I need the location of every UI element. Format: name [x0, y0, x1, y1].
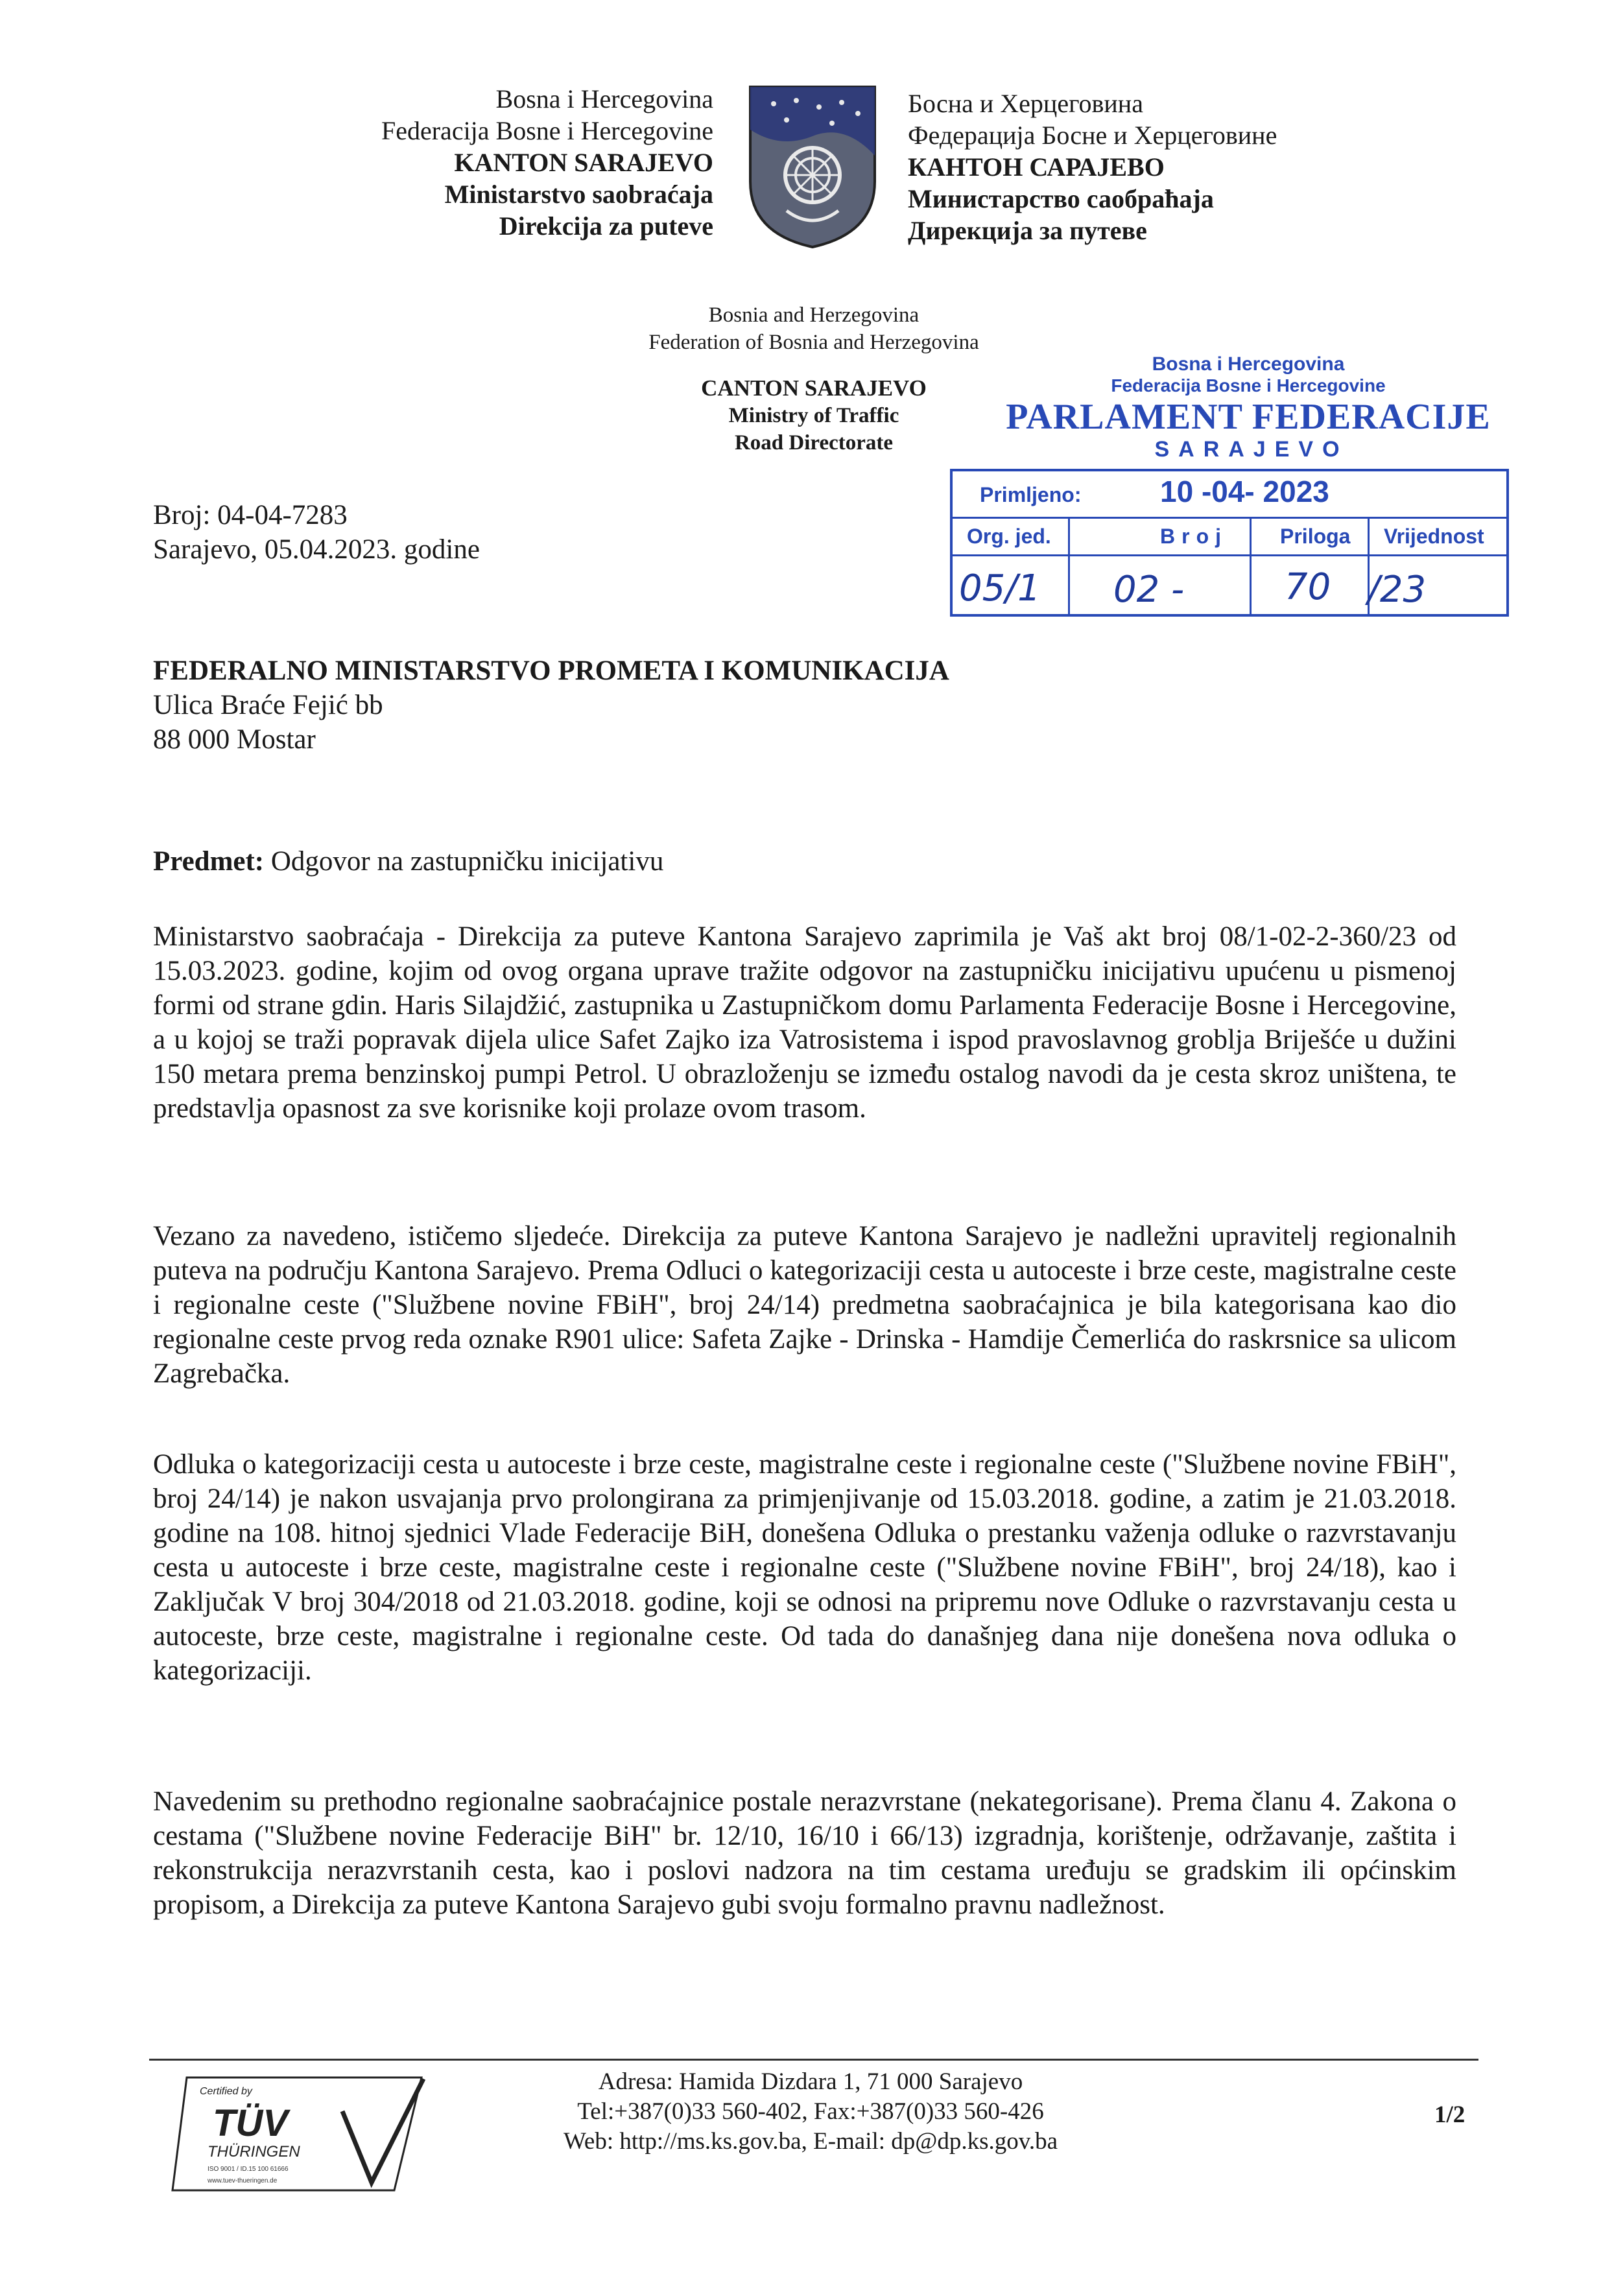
paragraph: Navedenim su prethodno regionalne saobraćajnice postale nerazvrstane (nekategorisane). Prema članu 4. Zakona o cestama ("Službene novine Federacije BiH" br. 12/10, 16/10 i 66/13) izgradnja, korištenje, održavanje, zaštita i rekonstrukcija nerazvrstanih cesta, kao i poslovi nadzora na tim cestama uređuju se gradskim ili općinskim propisom, a Direkcija za puteve Kantona Sarajevo gubi svoju formalno pravnu nadležnost. [153, 1786, 1456, 1920]
letterhead-ministry-en: Ministry of Traffic [728, 404, 899, 427]
recipient-name: FEDERALNO MINISTARSTVO PROMETA I KOMUNIKACIJA [153, 656, 949, 686]
stamp-divider [1250, 517, 1252, 617]
subject-label: Predmet: [153, 846, 265, 877]
letterhead-country-en: Bosnia and Herzegovina [708, 303, 920, 327]
letterhead-country: Bosna i Hercegovina [495, 84, 713, 113]
stamp-country: Bosna i Hercegovina [1152, 353, 1345, 375]
letterhead-canton: KANTON SARAJEVO [454, 148, 713, 177]
stamp-hand-vrijednost: /23 [1368, 569, 1427, 611]
coat-of-arms-icon [748, 84, 877, 250]
stamp-parliament: PARLAMENT FEDERACIJE [1006, 397, 1491, 437]
stamp-federation: Federacija Bosne i Hercegovine [1111, 375, 1386, 396]
tuv-certification-logo [167, 2072, 427, 2195]
stamp-box [950, 469, 1509, 617]
letterhead-directorate: Direkcija za puteve [499, 211, 713, 241]
footer-phone: Tel:+387(0)33 560-402, Fax:+387(0)33 560-426 [577, 2098, 1044, 2125]
paragraph: Ministarstvo saobraćaja - Direkcija za puteve Kantona Sarajevo zaprimila je Vaš akt broj 08/1-02-2-360/23 od 15.03.2023. godine, kojim od ovog organa uprave tražite odgovor na zastupničku inicijativu upućenu u pismenoj formi od strane gdin. Haris Silajdžić, zastupnika u Zastupničkom domu Parlamenta Federacije Bosne i Hercegovine, a u kojoj se traži popravak dijela ulice Safet Zajko iza Vatrosistema i ispod pravoslavnog groblja Briješće u dužini 150 metara prema benzinskoj pumpi Petrol. U obrazloženju se između ostalog navodi da je cesta skroz uništena, te predstavlja opasnost za sve korisnike koji prolaze ovom trasom. [153, 921, 1456, 1124]
letterhead-country-cyr: Босна и Херцеговина [908, 89, 1143, 118]
letterhead-ministry: Ministarstvo saobraćaja [444, 180, 713, 209]
letterhead-federation-en: Federation of Bosnia and Herzegovina [648, 331, 979, 354]
stamp-city: SARAJEVO [1154, 437, 1349, 462]
letterhead-federation: Federacija Bosne i Hercegovine [381, 116, 713, 145]
reference-block [153, 498, 480, 567]
tuv-region: THÜRINGEN [208, 2143, 300, 2160]
letterhead-directorate-en: Road Directorate [734, 431, 894, 455]
stamp-divider [1068, 517, 1070, 617]
tuv-certified-by: Certified by [200, 2086, 252, 2097]
footer-divider [149, 2059, 1478, 2061]
paragraph: Vezano za navedeno, ističemo sljedeće. Direkcija za puteve Kantona Sarajevo je nadležni upravitelj regionalnih puteva na području Kantona Sarajevo. Prema Odluci o kategorizaciji cesta u autoceste i brze ceste, magistralne ceste i regionalne ceste ("Službene novine FBiH", broj 24/14) predmetna saobraćajnica je bila kategorisana kao dio regionalne ceste prvog reda oznake R901 ulice: Safeta Zajke - Drinska - Hamdije Čemerlića do raskrsnice sa ulicom Zagrebačka. [153, 1221, 1456, 1389]
subject-text: Odgovor na zastupničku inicijativu [270, 846, 664, 877]
letterhead-left [246, 83, 713, 242]
stamp-row-headers [953, 517, 1506, 556]
tuv-site: www.tuev-thueringen.de [208, 2177, 278, 2184]
letterhead-canton-cyr: КАНТОН САРАЈЕВО [908, 152, 1165, 182]
tuv-brand: TÜV [213, 2102, 288, 2144]
reference-number: Broj: 04-04-7283 [153, 500, 348, 530]
stamp-received-date: 10 -04- 2023 [1160, 475, 1329, 508]
paragraph: Odluka o kategorizaciji cesta u autoceste i brze ceste, magistralne ceste i regionalne ceste ("Službene novine FBiH", broj 24/14) je nakon usvajanja prvo prolongirana za primjenjivanje od 15.03.2018. godine, a zatim je 21.03.2018. godine na 108. hitnoj sjednici Vlade Federacije BiH, donešena Odluka o prestanku važenja odluke o razvrstavanju cesta u autoceste i brze ceste, magistralne ceste i regionalne ceste ("Službene novine FBiH", broj 24/18), kao i Zaključak V broj 304/2018 od 21.03.2018. godine, koji se odnosi na pripremu nove Odluke o razvrstavanju cesta u autoceste, brze ceste, magistralne i regionalne ceste. Od tada do današnjeg dana nije donešena nova odluka o kategorizaciji. [153, 1449, 1456, 1686]
footer-address: Adresa: Hamida Dizdara 1, 71 000 Sarajevo [598, 2068, 1023, 2095]
stamp-col-priloga: Priloga [1280, 525, 1351, 548]
subject-line [153, 844, 663, 879]
stamp-hand-broj: 02 - [1113, 569, 1185, 611]
recipient-block [153, 654, 949, 757]
letterhead-english [558, 302, 1070, 356]
reference-place-date: Sarajevo, 05.04.2023. godine [153, 534, 480, 565]
letterhead-ministry-cyr: Министарство саобраћаја [908, 184, 1214, 213]
stamp-received-label: Primljeno: [980, 483, 1082, 506]
footer-web: Web: http://ms.ks.gov.ba, E-mail: dp@dp.ks.gov.ba [563, 2128, 1058, 2155]
stamp-col-broj: Broj [1160, 525, 1228, 548]
stamp-row-received [953, 471, 1506, 519]
recipient-street: Ulica Braće Fejić bb [153, 690, 383, 720]
stamp-hand-org: 05/1 [959, 567, 1041, 610]
stamp-hand-priloga: 70 [1285, 566, 1331, 608]
recipient-city: 88 000 Mostar [153, 724, 316, 755]
page-number: 1/2 [1434, 2101, 1466, 2128]
stamp-col-org: Org. jed. [967, 525, 1051, 548]
reception-stamp [950, 353, 1514, 626]
tuv-standard: ISO 9001 / ID.15 100 61666 [208, 2166, 289, 2173]
letterhead-directorate-cyr: Дирекција за путеве [908, 216, 1147, 245]
stamp-col-vrijednost: Vrijednost [1384, 525, 1484, 548]
letterhead-right [908, 88, 1401, 246]
letterhead-canton-en: CANTON SARAJEVO [701, 375, 927, 401]
letterhead-federation-cyr: Федерација Босне и Херцеговине [908, 121, 1277, 150]
footer-contact [486, 2067, 1135, 2157]
